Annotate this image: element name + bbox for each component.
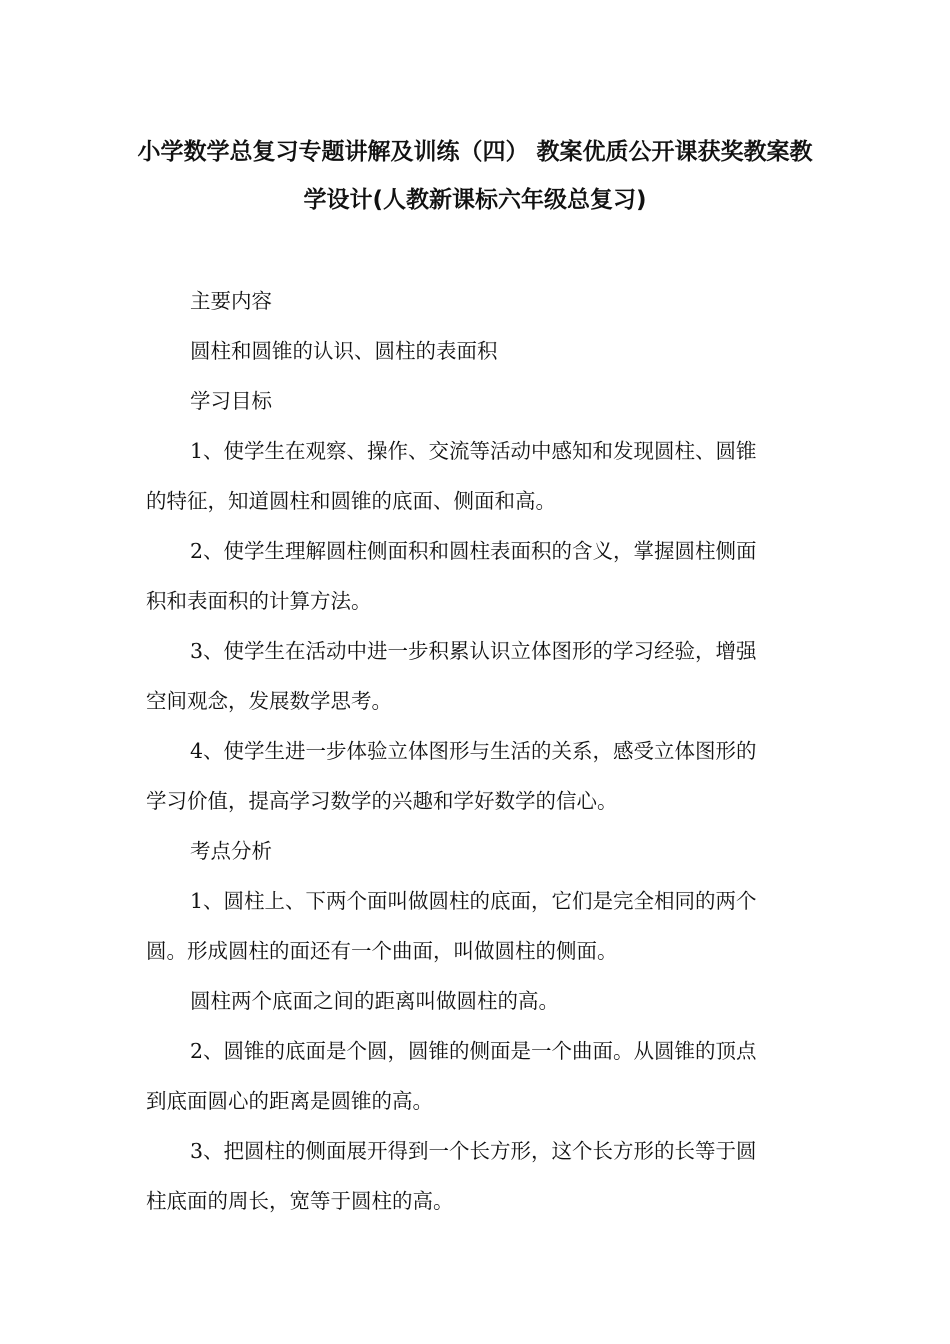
section-heading-exam-points: 考点分析 — [190, 839, 272, 863]
paragraph-line: 3、把圆柱的侧面展开得到一个长方形，这个长方形的长等于圆 — [190, 1139, 757, 1163]
section-heading-main-content: 主要内容 — [190, 289, 272, 313]
paragraph-line: 4、使学生进一步体验立体图形与生活的关系，感受立体图形的 — [190, 739, 757, 763]
paragraph-line: 积和表面积的计算方法。 — [146, 589, 372, 613]
paragraph-line: 学习价值，提高学习数学的兴趣和学好数学的信心。 — [146, 789, 618, 813]
paragraph-line: 圆柱和圆锥的认识、圆柱的表面积 — [190, 339, 498, 363]
section-heading-learning-goals: 学习目标 — [190, 389, 272, 413]
paragraph-line: 空间观念，发展数学思考。 — [146, 689, 392, 713]
paragraph-line: 2、圆锥的底面是个圆，圆锥的侧面是一个曲面。从圆锥的顶点 — [190, 1039, 757, 1063]
paragraph-line: 2、使学生理解圆柱侧面积和圆柱表面积的含义，掌握圆柱侧面 — [190, 539, 757, 563]
paragraph-line: 1、使学生在观察、操作、交流等活动中感知和发现圆柱、圆锥 — [190, 439, 757, 463]
paragraph-line: 到底面圆心的距离是圆锥的高。 — [146, 1089, 433, 1113]
document-title-line-2: 学设计(人教新课标六年级总复习) — [303, 187, 647, 213]
paragraph-line: 柱底面的周长，宽等于圆柱的高。 — [146, 1189, 454, 1213]
paragraph-line: 3、使学生在活动中进一步积累认识立体图形的学习经验，增强 — [190, 639, 757, 663]
paragraph-line: 圆。形成圆柱的面还有一个曲面，叫做圆柱的侧面。 — [146, 939, 618, 963]
document-title-line-1: 小学数学总复习专题讲解及训练（四） 教案优质公开课获奖教案教 — [137, 139, 813, 165]
paragraph-line: 圆柱两个底面之间的距离叫做圆柱的高。 — [190, 989, 559, 1013]
paragraph-line: 的特征，知道圆柱和圆锥的底面、侧面和高。 — [146, 489, 556, 513]
paragraph-line: 1、圆柱上、下两个面叫做圆柱的底面，它们是完全相同的两个 — [190, 889, 757, 913]
